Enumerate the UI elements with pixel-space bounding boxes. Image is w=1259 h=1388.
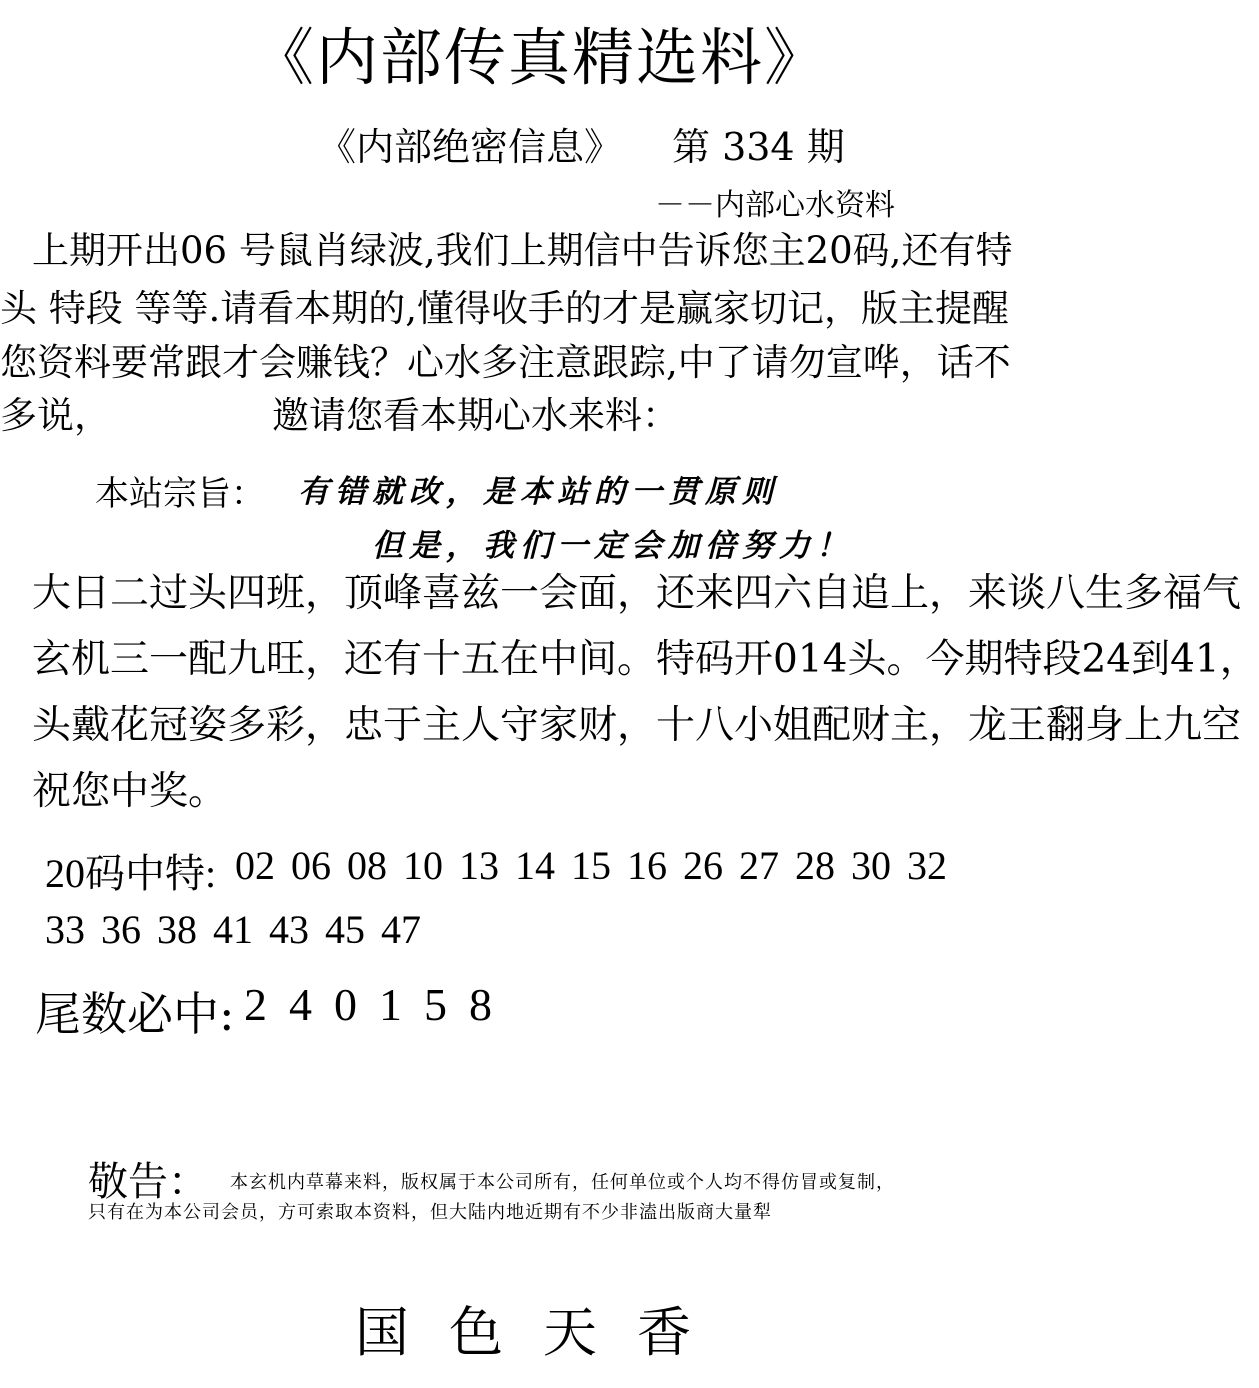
number-item: 10	[403, 843, 443, 888]
poem-line-2: 玄机三一配九旺，还有十五在中间。特码开014头。今期特段24到41，	[32, 637, 1259, 682]
intro-line-3: 您资料要常跟才会赚钱？心水多注意跟踪,中了请勿宣哗，话不	[0, 341, 1011, 384]
number-item: 41	[213, 907, 253, 952]
number-item: 02	[235, 843, 275, 888]
number-item: 36	[101, 907, 141, 952]
intro-line-1: 上期开出06 号鼠肖绿波,我们上期信中告诉您主20码,还有特	[32, 229, 1013, 272]
number-item: 15	[571, 843, 611, 888]
number-item: 30	[851, 843, 891, 888]
number-item: 45	[325, 907, 365, 952]
tail-digit: 2	[244, 979, 267, 1030]
motto-line-1: 有错就改，是本站的一贯原则	[298, 474, 779, 510]
tail-digit: 0	[334, 979, 357, 1030]
number-item: 33	[45, 907, 85, 952]
number-item: 14	[515, 843, 555, 888]
brand-name: 国色天香	[355, 1301, 731, 1364]
motto-label: 本站宗旨：	[95, 474, 265, 514]
notice-line-1: 本玄机内草幕来料，版权属于本公司所有，任何单位或个人均不得仿冒或复制，	[230, 1172, 895, 1193]
numbers-row-1	[235, 842, 963, 889]
tail-label: 尾数必中:	[35, 987, 235, 1041]
numbers-row-2	[45, 906, 437, 953]
tail-digit: 4	[289, 979, 312, 1030]
tail-digit: 1	[379, 979, 402, 1030]
tail-digit: 8	[469, 979, 492, 1030]
number-item: 08	[347, 843, 387, 888]
issue-number: 第 334 期	[672, 125, 845, 169]
source-label: －－内部心水资料	[655, 188, 895, 223]
intro-line-4: 多说，	[0, 394, 111, 437]
motto-line-2: 但是，我们一定会加倍努力！	[372, 528, 853, 564]
number-item: 32	[907, 843, 947, 888]
page-title: 《内部传真精选料》	[251, 21, 828, 94]
number-item: 06	[291, 843, 331, 888]
number-item: 43	[269, 907, 309, 952]
number-item: 26	[683, 843, 723, 888]
number-item: 47	[381, 907, 421, 952]
number-item: 27	[739, 843, 779, 888]
intro-line-2: 头 特段 等等.请看本期的,懂得收手的才是赢家切记，版主提醒	[0, 287, 1010, 330]
number-item: 28	[795, 843, 835, 888]
tail-digit: 5	[424, 979, 447, 1030]
number-item: 16	[627, 843, 667, 888]
numbers-label: 20码中特:	[45, 851, 217, 896]
number-item: 13	[459, 843, 499, 888]
notice-label: 敬告：	[88, 1159, 208, 1205]
subtitle: 《内部绝密信息》	[318, 125, 623, 169]
number-item: 38	[157, 907, 197, 952]
poem-line-3: 头戴花冠姿多彩，忠于主人守家财，十八小姐配财主，龙王翻身上九空	[32, 703, 1242, 748]
notice-line-2: 只有在为本公司会员，方可索取本资料，但大陆内地近期有不少非溘出版商大量犁	[88, 1202, 772, 1223]
poem-line-1: 大日二过头四班，顶峰喜兹一会面，还来四六自追上，来谈八生多福气	[32, 571, 1242, 616]
tail-digits	[244, 978, 514, 1031]
intro-invite: 邀请您看本期心水来料：	[272, 394, 679, 437]
poem-line-4: 祝您中奖。	[32, 769, 228, 814]
